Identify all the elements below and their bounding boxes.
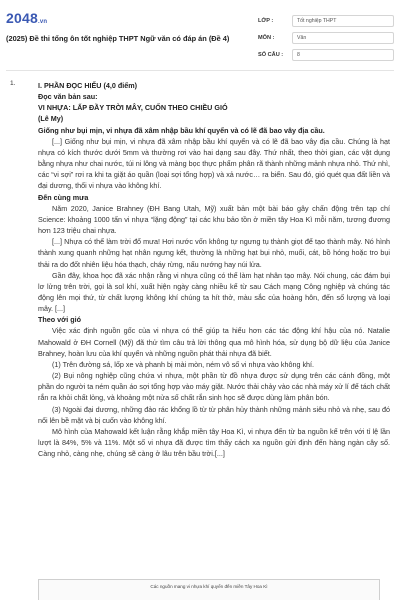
question-number: 1. xyxy=(10,80,16,87)
paragraph: (3) Ngoài đại dương, những đảo rác khổng lồ từ từ phân hủy thành những mảnh siêu nhỏ và nhẹ, sau đó nổi lên bề mặt và bị cuốn vào không khí. xyxy=(38,404,390,425)
exam-meta xyxy=(258,12,394,63)
subheading: Đến cùng mưa xyxy=(38,192,89,202)
article-title: VI NHỰA: LẤP ĐẦY TRỜI MÂY, CUỐN THEO CHIỀU GIÓ xyxy=(38,103,228,113)
mon-value: Văn xyxy=(292,32,394,44)
paragraph: (2) Bụi nông nghiệp cũng chứa vi nhựa, một phần từ đồ nhựa được sử dụng trên các cánh đồng, một phần do người ta ném quần áo sợi tổng hợp vào máy giặt. Nước thải chảy vào các nhà máy xử lí để tách chất rắn ra khỏi chất lỏng, và khoảng một nửa số chất rắn sinh học sẽ được dùng làm phân bón. xyxy=(38,371,390,403)
lop-label: LỚP : xyxy=(258,17,274,24)
mon-label: MÔN : xyxy=(258,34,275,41)
meta-row-socau xyxy=(258,46,394,63)
document-title: (2025) Đề thi tổng ôn tốt nghiệp THPT Ngữ văn có đáp án (Đề 4) xyxy=(6,34,230,43)
figure xyxy=(38,579,380,600)
socau-label: SỐ CÂU : xyxy=(258,51,284,58)
subheading: Theo với gió xyxy=(38,315,82,325)
paragraph: Năm 2020, Janice Brahney (ĐH Bang Utah, Mỹ) xuất bản một bài báo gây chấn động trên tạp chí Science: khoảng 1000 tấn vi nhựa “lặng động” tại các khu bảo tồn ở miền tây Hoa Kì mỗi năm, tương đương hơn 123 triệu chai nhựa. xyxy=(38,203,390,236)
figure-caption: Các nguồn mang vi nhựa khí quyển đến miền Tây Hoa Kì xyxy=(150,584,268,589)
paragraph: (1) Trên đường sá, lốp xe và phanh bị mài mòn, ném vô số vi nhựa vào không khí. xyxy=(52,359,315,369)
article-author: (Lê My) xyxy=(38,114,64,124)
meta-row-mon xyxy=(258,29,394,46)
site-logo[interactable] xyxy=(6,10,47,26)
question-body xyxy=(38,80,390,459)
article-lead: Giống như bụi mịn, vi nhựa đã xâm nhập bầu khí quyển và có lẽ đã bao vây địa cầu. xyxy=(38,125,325,135)
header-divider xyxy=(6,70,394,71)
paragraph: Mô hình của Mahowald kết luận rằng khắp miền tây Hoa Kì, vi nhựa đến từ ba nguồn kể trên với tỉ lệ lần lượt là 84%, 5% và 11%. Một số vi nhựa đã được tìm thấy cách xa nguồn gửi định đến hàng ngàn cây số. Càng nhỏ, càng nhẹ, chúng sẽ càng ở lâu trên bầu trời.[...] xyxy=(38,426,390,459)
paragraph: Việc xác định nguồn gốc của vi nhựa có thể giúp ta hiểu hơn các tác động khí hậu của nó. Natalie Mahowald ở ĐH Cornell (Mỹ) đã thử tìm câu trả lời thông qua mô hình hóa, sử dụng bộ dữ liệu của Janice Brahney, hoàn lưu của khí quyển và những nguồn phát thải nhựa đã biết. xyxy=(38,326,390,358)
logo-text: 2048 xyxy=(6,10,38,26)
document-header xyxy=(6,8,394,58)
socau-value: 8 xyxy=(292,49,394,61)
section-heading: I. PHẦN ĐỌC HIỂU (4,0 điểm) xyxy=(38,81,138,90)
meta-row-lop xyxy=(258,12,394,29)
paragraph: Gần đây, khoa học đã xác nhận rằng vi nhựa cũng có thể làm hạt nhân tạo mây. Nói chung, các đám bụi lơ lửng trên trời, gọi là sol khí, xuất hiện ngày càng nhiều kể từ sau Cách mạng Công nghiệp và chúng tác động lên mọi thứ, từ chất lượng không khí chúng ta hít thở, màu sắc của hoàng hôn, đến số lượng và loại mây. [...] xyxy=(38,270,390,314)
logo-suffix: .vn xyxy=(37,19,48,25)
paragraph: [...] Nhựa có thể làm trời đổ mưa! Hơi nước vốn không tự ngưng tụ thành giọt để tạo thành mây. Nó hình thành xung quanh những hạt nhân ngưng kết, thường là những hạt bụi nhỏ, muối, cát, bồ hóng hoặc tro bụi thải ra do đốt nhiên liệu hóa thạch, cháy rừng, nấu nướng hay núi lửa. xyxy=(38,237,390,269)
lop-value: Tốt nghiệp THPT xyxy=(292,15,394,27)
instruction: Đọc văn bản sau: xyxy=(38,92,98,102)
paragraph: [...] Giống như bụi mịn, vi nhựa đã xâm nhập bầu khí quyển và có lẽ đã bao vây địa cầu. Chúng là hạt nhựa có kích thước dưới 5mm và thường rơi vào hai dạng sau đây. Thứ nhất, theo thời gian, các vật dụng bằng nhựa như chai nước, túi ni lông và màng bọc thực phẩm phân rã thành những mảnh nhựa nhỏ. Thứ nhì, các “vi sợi” rơi ra khi ta giặt áo quần (loại sợi tổng hợp) và xả nước… ra biển. Sau đó, gió quét qua đất liền và đại dương, thổi vi nhựa vào không khí. xyxy=(38,136,390,191)
